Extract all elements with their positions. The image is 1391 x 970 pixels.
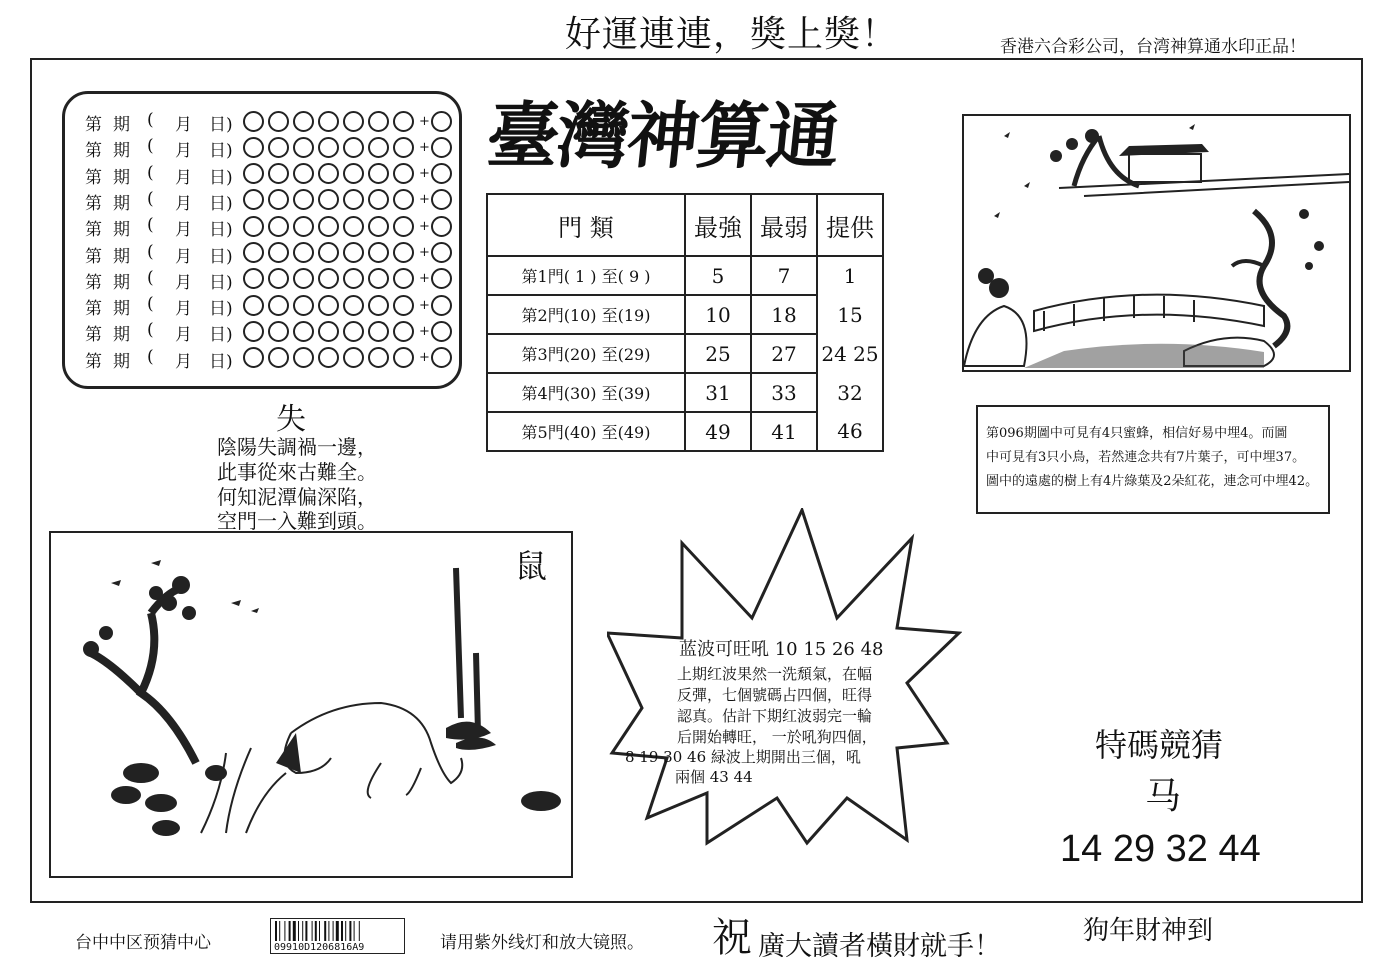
table-row: [487, 373, 883, 412]
number-circle: [318, 321, 339, 342]
number-circle: [368, 321, 389, 342]
barcode-bar: [275, 921, 277, 941]
record-label: [85, 215, 243, 241]
number-circle: [393, 268, 414, 289]
record-row: [85, 136, 456, 162]
record-label-part: 第: [85, 193, 102, 214]
record-label-part: (: [147, 110, 154, 130]
record-label-part: 第: [85, 299, 102, 320]
record-label-part: 日): [209, 115, 233, 135]
number-circle: [293, 321, 314, 342]
record-label-part: 月: [175, 141, 192, 162]
record-label-part: 日): [209, 325, 233, 346]
door-cell: 第2門(10) 至(19): [487, 295, 685, 334]
star-line: 8 19 30 46 緑波上期開出三個，吼: [625, 748, 861, 766]
record-panel: [62, 91, 462, 389]
number-circle: [368, 137, 389, 158]
special-number-circle: [431, 111, 452, 132]
footer-zhu: 祝: [712, 915, 752, 961]
record-label-part: 月: [175, 351, 192, 372]
provide-cell: 15: [817, 295, 883, 334]
number-circle: [318, 347, 339, 368]
barcode-bar: [336, 921, 339, 941]
starburst-box: [607, 508, 962, 852]
number-circle: [343, 295, 364, 316]
star-line: 兩個 43 44: [675, 768, 753, 786]
record-label: [85, 110, 243, 135]
record-label-part: 月: [175, 299, 192, 320]
star-line: 認真。估計下期红波弱完一輪: [677, 707, 873, 725]
number-circle: [243, 216, 264, 237]
number-circle: [293, 216, 314, 237]
number-circle: [343, 111, 364, 132]
plus-sign: +: [419, 166, 430, 182]
zodiac-label: 鼠: [515, 547, 548, 585]
star-heading: 蓝波可旺吼 10 15 26 48: [679, 639, 884, 660]
barcode-bar: [305, 921, 307, 941]
record-label-part: 第: [85, 141, 102, 162]
number-circle: [368, 189, 389, 210]
number-circle: [318, 268, 339, 289]
record-row: [85, 294, 456, 320]
barcode-bar: [279, 921, 280, 941]
record-label-part: 月: [175, 115, 192, 135]
number-circle: [368, 268, 389, 289]
door-cell: 第3門(20) 至(29): [487, 334, 685, 373]
top-slogan: 好運連連，獎上獎！: [565, 14, 899, 55]
special-number-circle: [431, 295, 452, 316]
number-circle: [243, 242, 264, 263]
record-label-part: 第: [85, 167, 102, 188]
barcode-bar: [359, 921, 360, 941]
poem-line: 空門一入難到頭。: [217, 509, 377, 533]
record-label-part: 第: [85, 325, 102, 346]
table-row: [487, 412, 883, 451]
barcode-bar: [293, 921, 296, 941]
record-label-part: 日): [209, 351, 233, 372]
record-row: [85, 188, 456, 214]
number-circle: [393, 189, 414, 210]
plus-sign: +: [419, 139, 430, 155]
number-circle: [268, 216, 289, 237]
number-circle: [318, 137, 339, 158]
header-door: 門 類: [487, 194, 685, 256]
record-label-part: 月: [175, 246, 192, 267]
number-circle: [293, 347, 314, 368]
record-label-part: 日): [209, 220, 233, 241]
record-row: [85, 110, 456, 135]
barcode-bar: [341, 921, 343, 941]
door-cell: 第1門( 1 ) 至( 9 ): [487, 256, 685, 295]
record-label: [85, 294, 243, 320]
barcode-bar: [315, 921, 317, 941]
strong-cell: 5: [685, 256, 751, 295]
record-label: [85, 346, 243, 372]
number-circle: [393, 163, 414, 184]
footer-right-text: 狗年財神到: [1083, 916, 1214, 946]
number-circle: [243, 137, 264, 158]
plus-sign: +: [419, 271, 430, 287]
number-circle: [318, 295, 339, 316]
record-label-part: 期: [113, 141, 130, 162]
record-row: [85, 162, 456, 188]
hint-line: 圖中的遠處的樹上有4片綠葉及2朵紅花，連念可中埋42。: [986, 474, 1319, 489]
weak-cell: 33: [751, 373, 817, 412]
special-number-circle: [431, 321, 452, 342]
special-number-circle: [431, 163, 452, 184]
record-label-part: (: [147, 346, 154, 367]
record-label-part: 期: [113, 272, 130, 293]
number-circle: [268, 347, 289, 368]
record-label-part: 期: [113, 167, 130, 188]
number-circle: [243, 189, 264, 210]
poem-line: 何知泥潭偏深陷，: [217, 485, 377, 509]
weak-cell: 18: [751, 295, 817, 334]
strong-cell: 31: [685, 373, 751, 412]
special-number-circle: [431, 242, 452, 263]
strong-cell: 10: [685, 295, 751, 334]
hint-line: 中可見有3只小鳥，若然連念共有7片葉子，可中埋37。: [986, 450, 1306, 465]
special-number-circle: [431, 268, 452, 289]
record-label-part: (: [147, 320, 154, 341]
landscape-illustration: [962, 114, 1351, 372]
barcode-bar: [289, 921, 291, 941]
provide-cell: 24 25: [817, 334, 883, 373]
number-circle: [393, 111, 414, 132]
header-provide: 提供: [817, 194, 883, 256]
record-label: [85, 320, 243, 346]
number-circle: [243, 295, 264, 316]
provide-cell: 1: [817, 256, 883, 295]
star-line: 后開始轉旺， 一於吼狗四個，: [677, 728, 877, 746]
table-row: [487, 334, 883, 373]
number-circle: [293, 268, 314, 289]
record-label-part: 日): [209, 167, 233, 188]
strong-cell: 25: [685, 334, 751, 373]
plus-sign: +: [419, 245, 430, 260]
special-number-circle: [431, 347, 452, 368]
number-circle: [368, 111, 389, 132]
record-label-part: 第: [85, 220, 102, 241]
poem-line: 陰陽失調禍一邊，: [217, 435, 377, 459]
record-label-part: 第: [85, 351, 102, 372]
table-row: [487, 256, 883, 295]
record-label-part: 期: [113, 325, 130, 346]
provide-cell: 32: [817, 373, 883, 412]
star-line: 反彈，七個號碼占四個，旺得: [677, 686, 873, 704]
record-label: [85, 267, 243, 293]
number-circle: [268, 295, 289, 316]
footer-wish: 廣大讀者橫財就手！: [758, 931, 1001, 962]
record-label-part: 月: [175, 272, 192, 293]
number-circle: [318, 242, 339, 263]
barcode-bar: [345, 921, 346, 941]
number-circle: [343, 242, 364, 263]
number-circle: [393, 295, 414, 316]
barcode-bar: [328, 921, 329, 941]
record-label: [85, 136, 243, 162]
record-label-part: (: [147, 136, 154, 157]
plus-sign: +: [419, 323, 430, 339]
barcode-bar: [333, 921, 334, 941]
number-circle: [268, 189, 289, 210]
number-circle: [343, 321, 364, 342]
number-circle: [268, 111, 289, 132]
special-guess-numbers: 14 29 32 44: [1060, 828, 1261, 870]
plus-sign: +: [419, 297, 430, 313]
barcode-bar: [319, 921, 320, 941]
weak-cell: 7: [751, 256, 817, 295]
door-cell: 第5門(40) 至(49): [487, 412, 685, 451]
record-label-part: 日): [209, 299, 233, 320]
number-circle: [268, 268, 289, 289]
plus-sign: +: [419, 218, 430, 234]
record-label-part: (: [147, 188, 154, 209]
record-label-part: (: [147, 241, 154, 262]
number-circle: [368, 242, 389, 263]
record-label-part: 日): [209, 246, 233, 267]
number-circle: [293, 163, 314, 184]
plus-sign: +: [419, 192, 430, 208]
number-circle: [293, 137, 314, 158]
hint-line: 第096期圖中可見有4只蜜蜂，相信好易中埋4。而圖: [986, 426, 1288, 441]
number-circle: [243, 321, 264, 342]
record-row: [85, 267, 456, 293]
record-label: [85, 188, 243, 214]
record-label-part: 期: [113, 193, 130, 214]
number-circle: [243, 111, 264, 132]
landscape-drawing: [964, 116, 1349, 370]
barcode-bar: [349, 921, 351, 941]
number-circle: [343, 347, 364, 368]
number-circle: [318, 111, 339, 132]
record-row: [85, 346, 456, 372]
record-row: [85, 215, 456, 241]
record-label-part: 月: [175, 193, 192, 214]
number-circle: [268, 321, 289, 342]
special-number-circle: [431, 189, 452, 210]
table-header-row: [487, 194, 883, 256]
door-cell: 第4門(30) 至(39): [487, 373, 685, 412]
number-circle: [293, 111, 314, 132]
number-circle: [393, 242, 414, 263]
weak-cell: 41: [751, 412, 817, 451]
plus-sign: +: [419, 113, 430, 129]
table-row: [487, 295, 883, 334]
number-circle: [318, 163, 339, 184]
strong-cell: 49: [685, 412, 751, 451]
record-label-part: 日): [209, 141, 233, 162]
record-label-part: 月: [175, 167, 192, 188]
record-label: [85, 241, 243, 267]
plus-sign: +: [419, 350, 430, 366]
record-label-part: (: [147, 294, 154, 315]
record-label-part: 第: [85, 115, 102, 135]
number-circle: [368, 216, 389, 237]
number-circle: [243, 163, 264, 184]
page-title: 臺灣神算通: [482, 93, 842, 178]
number-circle: [293, 189, 314, 210]
number-circle: [243, 347, 264, 368]
barcode-bar: [302, 921, 303, 941]
number-circle: [393, 216, 414, 237]
record-label-part: (: [147, 267, 154, 288]
record-label-part: 日): [209, 272, 233, 293]
footer-left-text: 台中中区预猜中心: [75, 933, 211, 953]
record-label-part: 月: [175, 220, 192, 241]
number-circle: [268, 163, 289, 184]
number-circle: [268, 137, 289, 158]
record-row: [85, 241, 456, 267]
barcode-bar: [312, 921, 313, 941]
number-circle: [393, 347, 414, 368]
number-circle: [393, 137, 414, 158]
record-label-part: 月: [175, 325, 192, 346]
record-label-part: 期: [113, 246, 130, 267]
number-circle: [368, 347, 389, 368]
record-label-part: (: [147, 162, 154, 183]
record-label-part: 期: [113, 351, 130, 372]
barcode-bar: [284, 921, 285, 941]
number-circle: [243, 268, 264, 289]
record-label: [85, 162, 243, 188]
barcode-bar: [298, 921, 299, 941]
hint-box: [976, 405, 1330, 514]
number-circle: [343, 137, 364, 158]
cat-rat-illustration: [49, 531, 573, 878]
poem-line: 此事從來古難全。: [217, 460, 377, 484]
number-circle: [343, 163, 364, 184]
barcode-number: 09910D1206816A9: [274, 942, 365, 953]
star-line: 上期红波果然一洗頹氣，在幅: [677, 665, 873, 683]
provide-cell: 46: [817, 412, 883, 451]
number-circle: [343, 216, 364, 237]
number-circle: [318, 216, 339, 237]
cat-rat-drawing: [51, 533, 571, 876]
barcode-bars: [271, 919, 404, 941]
record-label-part: 期: [113, 299, 130, 320]
header-weak: 最弱: [751, 194, 817, 256]
number-circle: [393, 321, 414, 342]
special-guess-title: 特碼競猜: [1095, 726, 1224, 764]
number-circle: [368, 163, 389, 184]
record-row: [85, 320, 456, 346]
barcode-bar: [354, 921, 355, 941]
door-stats-table: [486, 193, 884, 452]
number-circle: [293, 242, 314, 263]
footer-instruction: 请用紫外线灯和放大镜照。: [440, 933, 644, 953]
record-label-part: 期: [113, 115, 130, 135]
special-number-circle: [431, 216, 452, 237]
number-circle: [318, 189, 339, 210]
barcode-bar: [324, 921, 326, 941]
record-label-part: 日): [209, 193, 233, 214]
number-circle: [343, 189, 364, 210]
special-guess-animal: 马: [1145, 776, 1182, 817]
record-label-part: 第: [85, 272, 102, 293]
number-circle: [268, 242, 289, 263]
poem-heading: 失: [276, 402, 306, 437]
record-label-part: 第: [85, 246, 102, 267]
weak-cell: 27: [751, 334, 817, 373]
special-number-circle: [431, 137, 452, 158]
record-label-part: (: [147, 215, 154, 236]
number-circle: [293, 295, 314, 316]
header-strong: 最強: [685, 194, 751, 256]
number-circle: [368, 295, 389, 316]
record-label-part: 期: [113, 220, 130, 241]
number-circle: [343, 268, 364, 289]
top-right-text: 香港六合彩公司，台湾神算通水印正品！: [1000, 37, 1306, 57]
